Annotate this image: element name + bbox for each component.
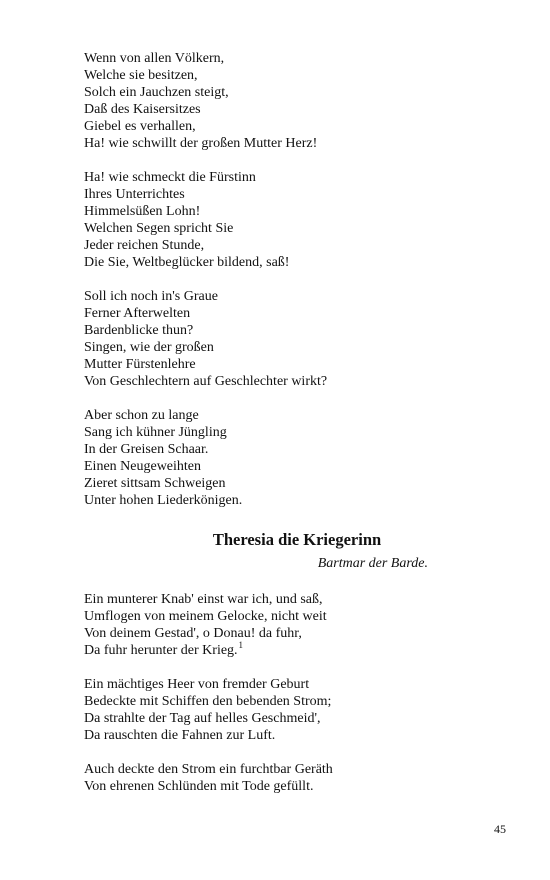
verse-line: Singen, wie der großen: [84, 340, 214, 355]
verse-line: Von Geschlechtern auf Geschlechter wirkt?: [84, 374, 328, 389]
verse-line: Solch ein Jauchzen steigt,: [84, 85, 229, 100]
verse-line: Giebel es verhallen,: [84, 119, 196, 134]
verse-line: Bardenblicke thun?: [84, 323, 194, 338]
verse-line: Sang ich kühner Jüngling: [84, 425, 227, 440]
verse-line: Ein munterer Knab' einst war ich, und saß,: [84, 592, 323, 607]
verse-line: Aber schon zu lange: [84, 408, 199, 423]
stanza: [84, 288, 504, 390]
verse-line: Die Sie, Weltbeglücker bildend, saß!: [84, 255, 290, 270]
verse-line: Da rauschten die Fahnen zur Luft.: [84, 728, 276, 743]
verse-line: Mutter Fürstenlehre: [84, 357, 196, 372]
footnote-marker[interactable]: 1: [238, 640, 244, 651]
verse-line: Daß des Kaisersitzes: [84, 102, 201, 117]
verse-line: Soll ich noch in's Graue: [84, 289, 218, 304]
stanza: [84, 407, 504, 509]
verse-line: Von deinem Gestad', o Donau! da fuhr,: [84, 626, 302, 641]
verse-text: Da fuhr herunter der Krieg.: [84, 643, 238, 658]
poem-title: Theresia die Kriegerinn: [212, 530, 382, 549]
verse-line: Welche sie besitzen,: [84, 68, 198, 83]
verse-line: Wenn von allen Völkern,: [84, 51, 225, 66]
verse-line: Ha! wie schmeckt die Fürstinn: [84, 170, 256, 185]
stanza: [84, 591, 504, 659]
verse-line: Bedeckte mit Schiffen den bebenden Strom;: [84, 694, 332, 709]
verse-line: Ihres Unterrichtes: [84, 187, 185, 202]
verse-line: Himmelsüßen Lohn!: [84, 204, 201, 219]
verse-line: Zieret sittsam Schweigen: [84, 476, 226, 491]
page-content: [84, 50, 504, 812]
verse-line: Auch deckte den Strom ein furchtbar Geräth: [84, 762, 333, 777]
verse-line: In der Greisen Schaar.: [84, 442, 209, 457]
stanza: [84, 169, 504, 271]
poem-author: Bartmar der Barde.: [317, 556, 428, 571]
poem-theresia: [84, 529, 504, 795]
verse-line: Einen Neugeweihten: [84, 459, 202, 474]
stanza: [84, 676, 504, 744]
poem-ode-continuation: [84, 50, 504, 509]
verse-line: Welchen Segen spricht Sie: [84, 221, 234, 236]
stanza: [84, 50, 504, 152]
verse-line: Jeder reichen Stunde,: [84, 238, 205, 253]
verse-line: Ferner Afterwelten: [84, 306, 191, 321]
verse-line-with-footnote: [84, 642, 504, 659]
stanza: [84, 761, 504, 795]
page-number: 45: [494, 822, 506, 836]
verse-line: Von ehrenen Schlünden mit Tode gefüllt.: [84, 779, 314, 794]
verse-line: Da strahlte der Tag auf helles Geschmeid',: [84, 711, 321, 726]
verse-line: Ein mächtiges Heer von fremder Geburt: [84, 677, 310, 692]
verse-line: Umflogen von meinem Gelocke, nicht weit: [84, 609, 327, 624]
verse-line: Ha! wie schwillt der großen Mutter Herz!: [84, 136, 318, 151]
verse-line: Unter hohen Liederkönigen.: [84, 493, 243, 508]
